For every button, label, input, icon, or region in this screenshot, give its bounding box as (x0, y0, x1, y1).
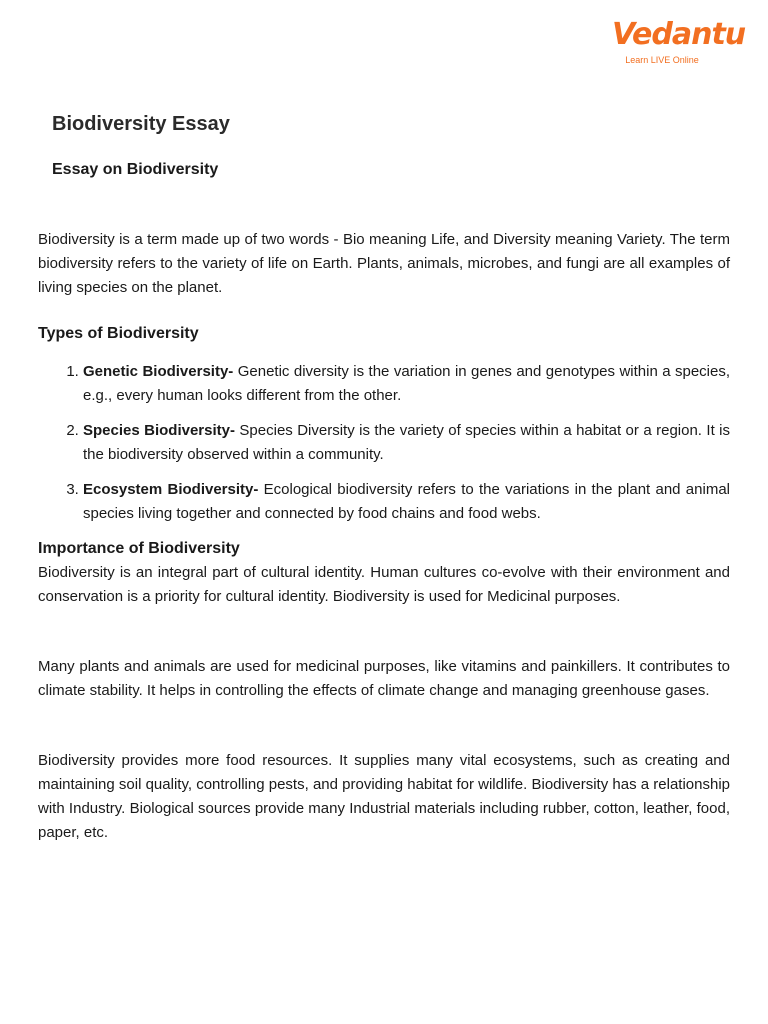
list-item-term: Species Biodiversity- (83, 422, 235, 439)
essay-body (38, 228, 730, 845)
list-item-text: Genetic diversity is the variation in genes and genotypes within a species, e.g., every human looks different from the other. (83, 363, 731, 404)
list-item-term: Ecosystem Biodiversity- (83, 481, 259, 498)
logo-wordmark: Vedantu (612, 17, 746, 52)
logo-tagline: Learn LIVE Online (625, 55, 699, 65)
list-item-text: Ecological biodiversity refers to the variations in the plant and animal species living together and connected by food chains and food webs. (83, 481, 730, 522)
list-item-text: Species Diversity is the variety of species within a habitat or a region. It is the biodiversity observed within a community. (83, 422, 730, 463)
types-heading: Types of Biodiversity (38, 325, 199, 342)
importance-paragraph: Biodiversity is an integral part of cultural identity. Human cultures co-evolve with their environment and conservation is a priority for cultural identity. Biodiversity is used for Medicinal purposes. (38, 564, 730, 605)
list-item (83, 360, 730, 408)
importance-heading: Importance of Biodiversity (38, 540, 240, 557)
importance-paragraph: Many plants and animals are used for medicinal purposes, like vitamins and painkillers. It contributes to climate stability. It helps in controlling the effects of climate change and managing greenhouse gases. (38, 658, 730, 699)
page-title: Biodiversity Essay (52, 113, 230, 135)
importance-paragraph: Biodiversity provides more food resources. It supplies many vital ecosystems, such as creating and maintaining soil quality, controlling pests, and providing habitat for wildlife. Biodiversity has a relationship with Industry. Biological sources provide many Industrial materials including rubber, cotton, leather, food, paper, etc. (38, 752, 730, 841)
types-list (38, 360, 730, 526)
intro-paragraph: Biodiversity is a term made up of two words - Bio meaning Life, and Diversity meaning Variety. The term biodiversity refers to the variety of life on Earth. Plants, animals, microbes, and fungi are all examples of living species on the planet. (38, 231, 730, 296)
vedantu-logo (612, 17, 746, 66)
list-item (83, 478, 730, 526)
list-item (83, 419, 730, 467)
list-item-term: Genetic Biodiversity- (83, 363, 234, 380)
page-subtitle: Essay on Biodiversity (52, 161, 219, 178)
